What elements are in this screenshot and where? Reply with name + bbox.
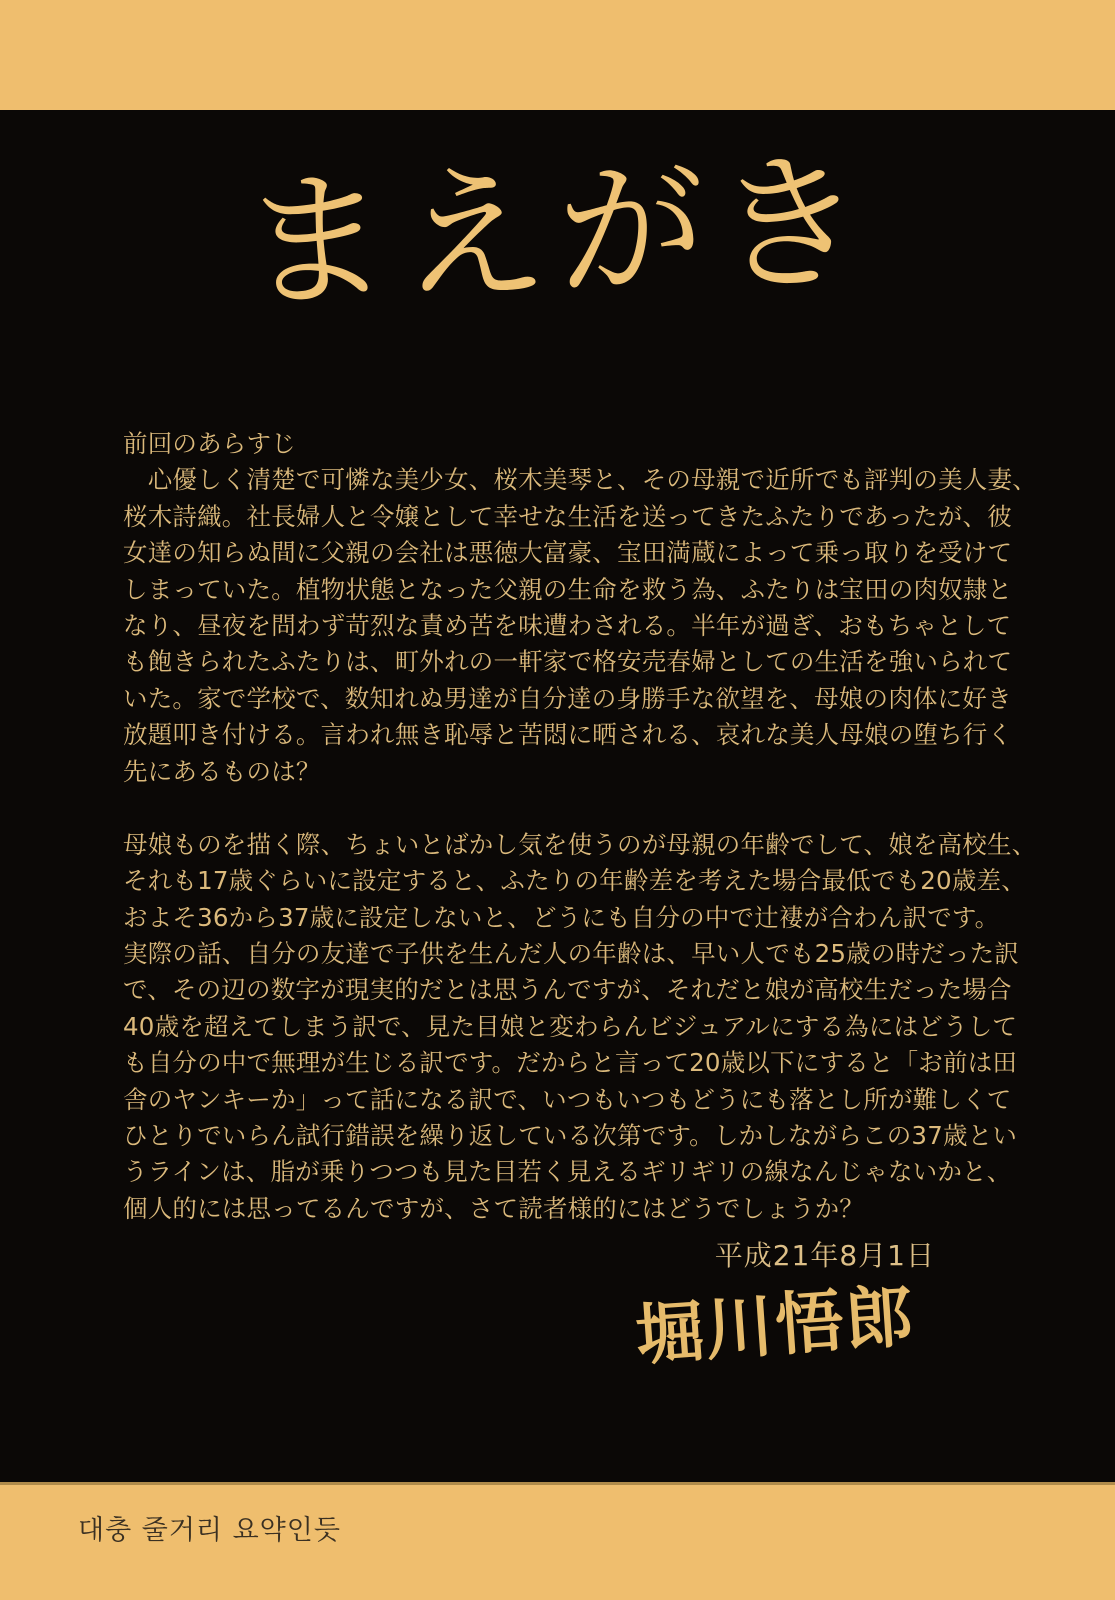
synopsis-line: 心優しく清楚で可憐な美少女、桜木美琴と、その母親で近所でも評判の美人妻、 xyxy=(123,465,1037,495)
synopsis-line: なり、昼夜を問わず苛烈な責め苦を味遭わされる。半年が過ぎ、おもちゃとして xyxy=(123,610,1012,640)
synopsis-line: 桜木詩織。社長婦人と令嬢として幸せな生活を送ってきたふたりであったが、彼 xyxy=(123,501,1012,531)
synopsis-line: 放題叩き付ける。言われ無き恥辱と苦悶に晒される、哀れな美人母娘の堕ち行く xyxy=(123,720,1013,750)
commentary-line: も自分の中で無理が生じる訳です。だからと言って20歳以下にすると「お前は田 xyxy=(123,1048,1018,1078)
synopsis-line: いた。家で学校で、数知れぬ男達が自分達の身勝手な欲望を、母娘の肉体に好き xyxy=(123,683,1012,713)
foreword-black-page xyxy=(0,110,1115,1485)
synopsis-paragraph xyxy=(123,426,1037,790)
page-title: まえがき xyxy=(238,136,877,330)
date: 平成21年8月1日 xyxy=(714,1239,935,1272)
commentary-line: 実際の話、自分の友達で子供を生んだ人の年齢は、早い人でも25歳の時だった訳 xyxy=(123,939,1020,969)
synopsis-line: 先にあるものは？ xyxy=(123,756,321,786)
commentary-line: およそ36から37歳に設定しないと、どうにも自分の中で辻褄が合わん訳です。 xyxy=(123,902,1000,932)
author-signature: 堀川悟郎 xyxy=(632,1277,918,1376)
commentary-line: 母娘ものを描く際、ちょいとばかし気を使うのが母親の年齢でして、娘を高校生、 xyxy=(123,829,1037,859)
commentary-paragraph xyxy=(123,827,1037,1227)
commentary-line: 舎のヤンキーか」って話になる訳で、いつもいつもどうにも落とし所が難しくて xyxy=(123,1084,1012,1114)
synopsis-line: 女達の知らぬ間に父親の会社は悪徳大富豪、宝田満蔵によって乗っ取りを受けて xyxy=(123,538,1013,568)
synopsis-line: も飽きられたふたりは、町外れの一軒家で格安売春婦としての生活を強いられて xyxy=(123,647,1013,677)
synopsis-line: しまっていた。植物状態となった父親の生命を救う為、ふたりは宝田の肉奴隷と xyxy=(123,574,1013,604)
commentary-line: 40歳を超えてしまう訳で、見た目娘と変わらんビジュアルにする為にはどうして xyxy=(123,1011,1018,1041)
margin-note: 대충 줄거리 요약인듯 xyxy=(78,1515,341,1546)
commentary-line: それも17歳ぐらいに設定すると、ふたりの年齢差を考えた場合最低でも20歳差、 xyxy=(123,866,1026,896)
commentary-line: で、その辺の数字が現実的だとは思うんですが、それだと娘が高校生だった場合 xyxy=(123,975,1012,1005)
commentary-line: ひとりでいらん試行錯誤を繰り返している次第です。しかしながらこの37歳とい xyxy=(123,1121,1018,1151)
body-text xyxy=(123,426,1037,1227)
synopsis-heading: 前回のあらすじ xyxy=(123,429,296,458)
commentary-line: 個人的には思ってるんですが、さて読者様的にはどうでしょうか？ xyxy=(123,1193,864,1223)
commentary-line: うラインは、脂が乗りつつも見た目若く見えるギリギリの線なんじゃないかと、 xyxy=(123,1157,1012,1187)
